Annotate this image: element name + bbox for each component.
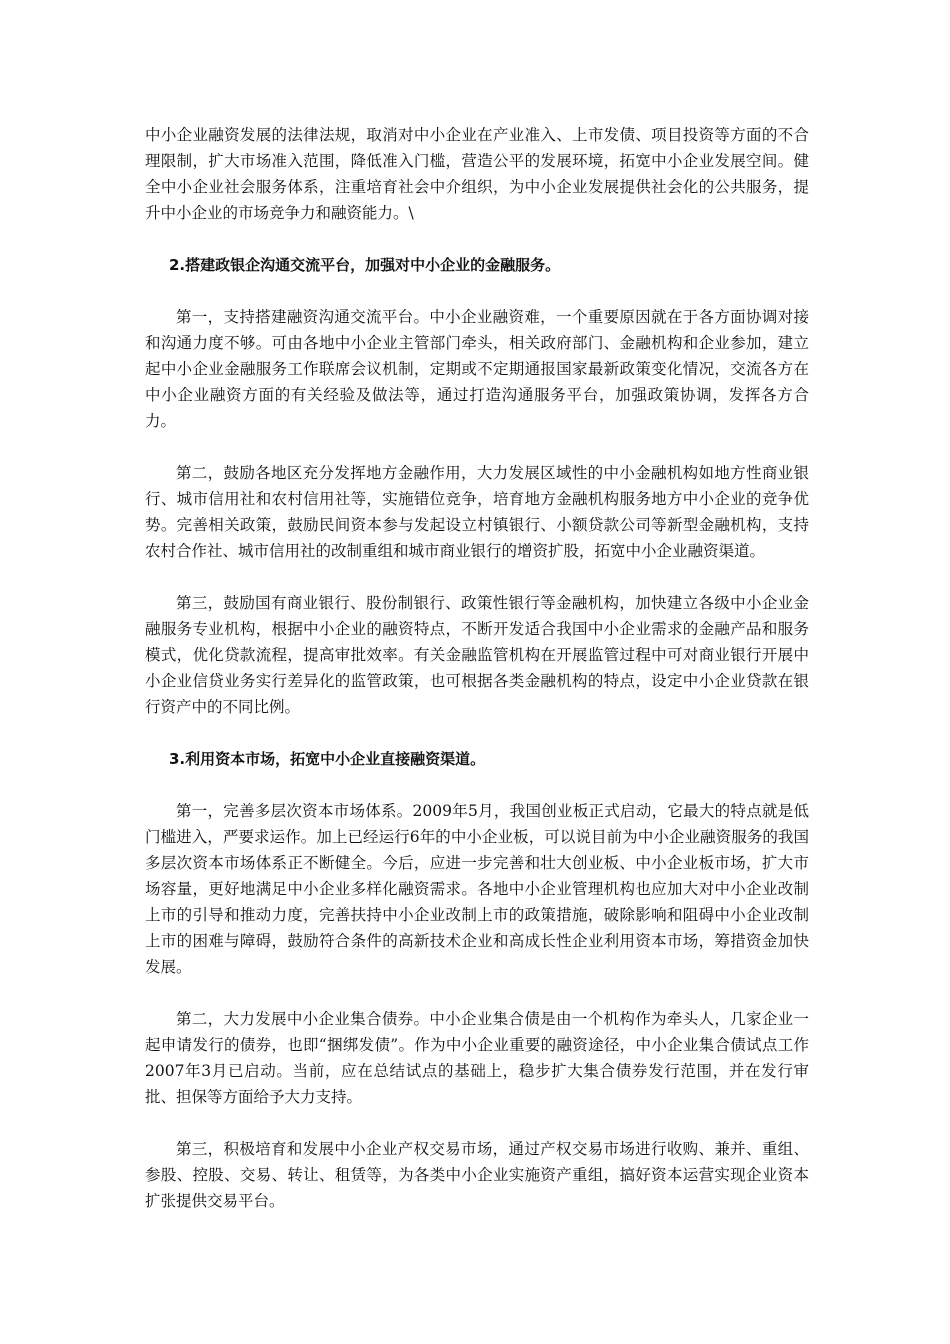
paragraph-2-third: 第三，鼓励国有商业银行、股份制银行、政策性银行等金融机构，加快建立各级中小企业金融服务专业机构，根据中小企业的融资特点，不断开发适合我国中小企业需求的金融产品和服务模式，优化贷款流程，提高审批效率。有关金融监管机构在开展监管过程中可对商业银行开展中小企业信贷业务实行差异化的监管政策，也可根据各类金融机构的特点，设定中小企业贷款在银行资产中的不同比例。	[145, 594, 809, 716]
section-heading-3: 3.利用资本市场，拓宽中小企业直接融资渠道。	[169, 750, 486, 768]
paragraph-3-second: 第二，大力发展中小企业集合债券。中小企业集合债是由一个机构作为牵头人，几家企业一起申请发行的债券，也即“捆绑发债”。作为中小企业重要的融资途径，中小企业集合债试点工作2007年3月已启动。当前，应在总结试点的基础上，稳步扩大集合债券发行范围，并在发行审批、担保等方面给予大力支持。	[145, 1010, 809, 1106]
section-heading-2: 2.搭建政银企沟通交流平台，加强对中小企业的金融服务。	[169, 256, 561, 274]
document-body	[145, 122, 809, 1240]
paragraph-2-second: 第二，鼓励各地区充分发挥地方金融作用，大力发展区域性的中小金融机构如地方性商业银行、城市信用社和农村信用社等，实施错位竞争，培育地方金融机构服务地方中小企业的竞争优势。完善相关政策，鼓励民间资本参与发起设立村镇银行、小额贷款公司等新型金融机构，支持农村合作社、城市信用社的改制重组和城市商业银行的增资扩股，拓宽中小企业融资渠道。	[145, 464, 809, 560]
paragraph-3-first: 第一，完善多层次资本市场体系。2009年5月，我国创业板正式启动，它最大的特点就是低门槛进入，严要求运作。加上已经运行6年的中小企业板，可以说目前为中小企业融资服务的我国多层次资本市场体系正不断健全。今后，应进一步完善和壮大创业板、中小企业板市场，扩大市场容量，更好地满足中小企业多样化融资需求。各地中小企业管理机构也应加大对中小企业改制上市的引导和推动力度，完善扶持中小企业改制上市的政策措施，破除影响和阻碍中小企业改制上市的困难与障碍，鼓励符合条件的高新技术企业和高成长性企业利用资本市场，筹措资金加快发展。	[145, 802, 809, 976]
paragraph-2-first: 第一，支持搭建融资沟通交流平台。中小企业融资难，一个重要原因就在于各方面协调对接和沟通力度不够。可由各地中小企业主管部门牵头，相关政府部门、金融机构和企业参加，建立起中小企业金融服务工作联席会议机制，定期或不定期通报国家最新政策变化情况，交流各方在中小企业融资方面的有关经验及做法等，通过打造沟通服务平台，加强政策协调，发挥各方合力。	[145, 308, 809, 430]
paragraph-3-third: 第三，积极培育和发展中小企业产权交易市场，通过产权交易市场进行收购、兼并、重组、参股、控股、交易、转让、租赁等，为各类中小企业实施资产重组，搞好资本运营实现企业资本扩张提供交易平台。	[145, 1140, 809, 1210]
paragraph-legal-framework: 中小企业融资发展的法律法规，取消对中小企业在产业准入、上市发债、项目投资等方面的不合理限制，扩大市场准入范围，降低准入门槛，营造公平的发展环境，拓宽中小企业发展空间。健全中小企业社会服务体系，注重培育社会中介组织，为中小企业发展提供社会化的公共服务，提升中小企业的市场竞争力和融资能力。\	[145, 126, 809, 222]
